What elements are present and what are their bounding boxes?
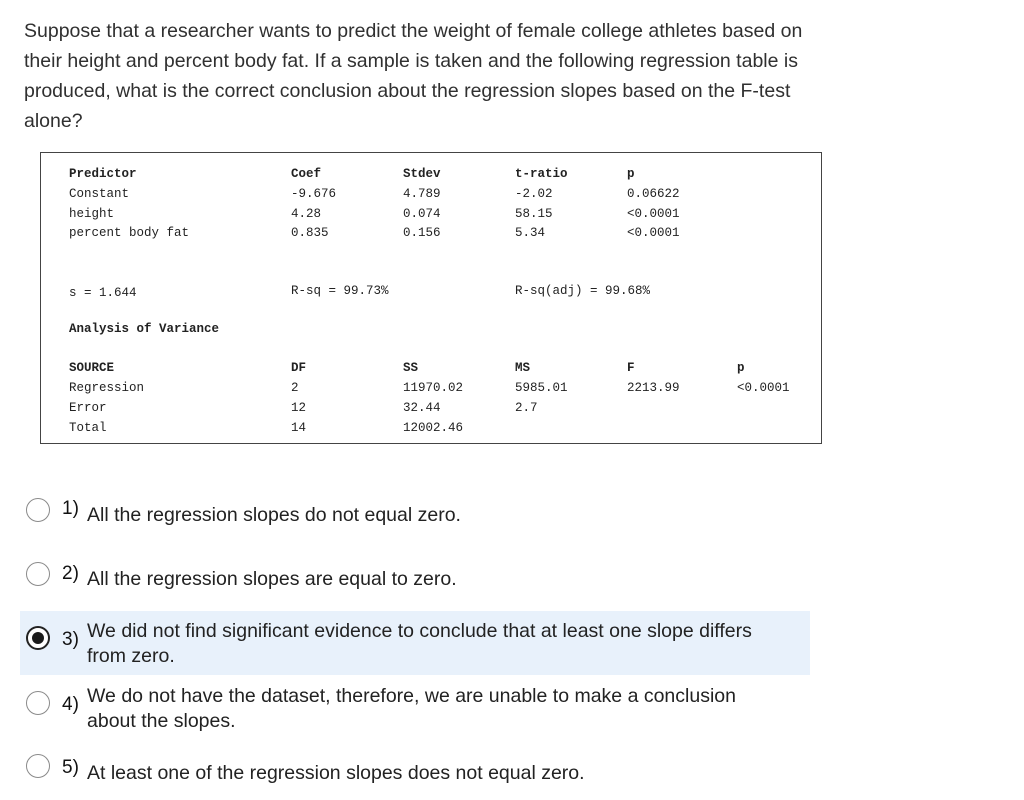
option-text: We do not have the dataset, therefore, we are unable to make a conclusion about the slopes. <box>87 685 736 732</box>
anova-header-p: p <box>737 361 745 375</box>
answer-option-3[interactable] <box>20 611 810 675</box>
anova-cell: Error <box>69 401 107 415</box>
anova-cell: <0.0001 <box>737 381 790 395</box>
anova-header-source: SOURCE <box>69 361 115 375</box>
radio-button[interactable] <box>26 754 50 778</box>
anova-cell: 14 <box>291 421 307 435</box>
anova-title: Analysis of Variance <box>69 322 220 336</box>
coef-cell: 0.156 <box>403 226 441 240</box>
radio-button[interactable] <box>26 562 50 586</box>
radio-button-selected[interactable] <box>26 626 50 650</box>
option-text: All the regression slopes do not equal zero. <box>87 504 461 526</box>
col-header-coef: Coef <box>291 167 322 181</box>
coef-cell: percent body fat <box>69 226 190 240</box>
anova-cell: 2 <box>291 381 299 395</box>
fit-stat-s: s = 1.644 <box>69 286 137 300</box>
answer-option-4[interactable] <box>20 680 810 738</box>
anova-cell: 5985.01 <box>515 381 568 395</box>
anova-cell: 2213.99 <box>627 381 680 395</box>
coef-cell: <0.0001 <box>627 207 680 221</box>
col-header-predictor: Predictor <box>69 167 137 181</box>
coef-cell: 5.34 <box>515 226 546 240</box>
col-header-p: p <box>627 167 635 181</box>
coef-cell: 4.28 <box>291 207 322 221</box>
anova-cell: 12002.46 <box>403 421 464 435</box>
option-text: We did not find significant evidence to conclude that at least one slope differs from zero. <box>87 620 752 667</box>
option-number: 3) <box>62 629 79 650</box>
coef-cell: 0.835 <box>291 226 329 240</box>
coef-cell: -2.02 <box>515 187 553 201</box>
anova-cell: 2.7 <box>515 401 538 415</box>
coef-cell: 0.074 <box>403 207 441 221</box>
coef-cell: <0.0001 <box>627 226 680 240</box>
anova-cell: 12 <box>291 401 307 415</box>
answer-option-2[interactable] <box>20 562 810 598</box>
option-text: All the regression slopes are equal to zero. <box>87 568 457 590</box>
answer-option-1[interactable] <box>20 496 810 536</box>
anova-header-df: DF <box>291 361 307 375</box>
option-text: At least one of the regression slopes does not equal zero. <box>87 762 585 784</box>
fit-stat-rsq-adj: R-sq(adj) = 99.68% <box>515 284 651 298</box>
option-number: 5) <box>62 757 79 778</box>
coef-cell: 58.15 <box>515 207 553 221</box>
question-text: Suppose that a researcher wants to predict the weight of female college athletes based on their height and percent body fat. If a sample is taken and the following regression table is produced, what is the correct conclusion about the regression slopes based on the F-test alone? <box>24 20 803 132</box>
regression-output-table <box>40 152 822 444</box>
option-number: 4) <box>62 694 79 715</box>
anova-header-ms: MS <box>515 361 531 375</box>
radio-button[interactable] <box>26 691 50 715</box>
anova-cell: 32.44 <box>403 401 441 415</box>
coef-cell: 0.06622 <box>627 187 680 201</box>
col-header-t-ratio: t-ratio <box>515 167 568 181</box>
anova-header-ss: SS <box>403 361 419 375</box>
coef-cell: 4.789 <box>403 187 441 201</box>
coef-cell: height <box>69 207 115 221</box>
anova-header-f: F <box>627 361 635 375</box>
option-number: 1) <box>62 498 79 519</box>
coef-cell: -9.676 <box>291 187 337 201</box>
option-number: 2) <box>62 563 79 584</box>
radio-button[interactable] <box>26 498 50 522</box>
anova-cell: Total <box>69 421 107 435</box>
answer-option-5[interactable] <box>20 754 810 790</box>
col-header-stdev: Stdev <box>403 167 441 181</box>
coef-cell: Constant <box>69 187 130 201</box>
fit-stat-rsq: R-sq = 99.73% <box>291 284 389 298</box>
anova-cell: Regression <box>69 381 145 395</box>
anova-cell: 11970.02 <box>403 381 464 395</box>
